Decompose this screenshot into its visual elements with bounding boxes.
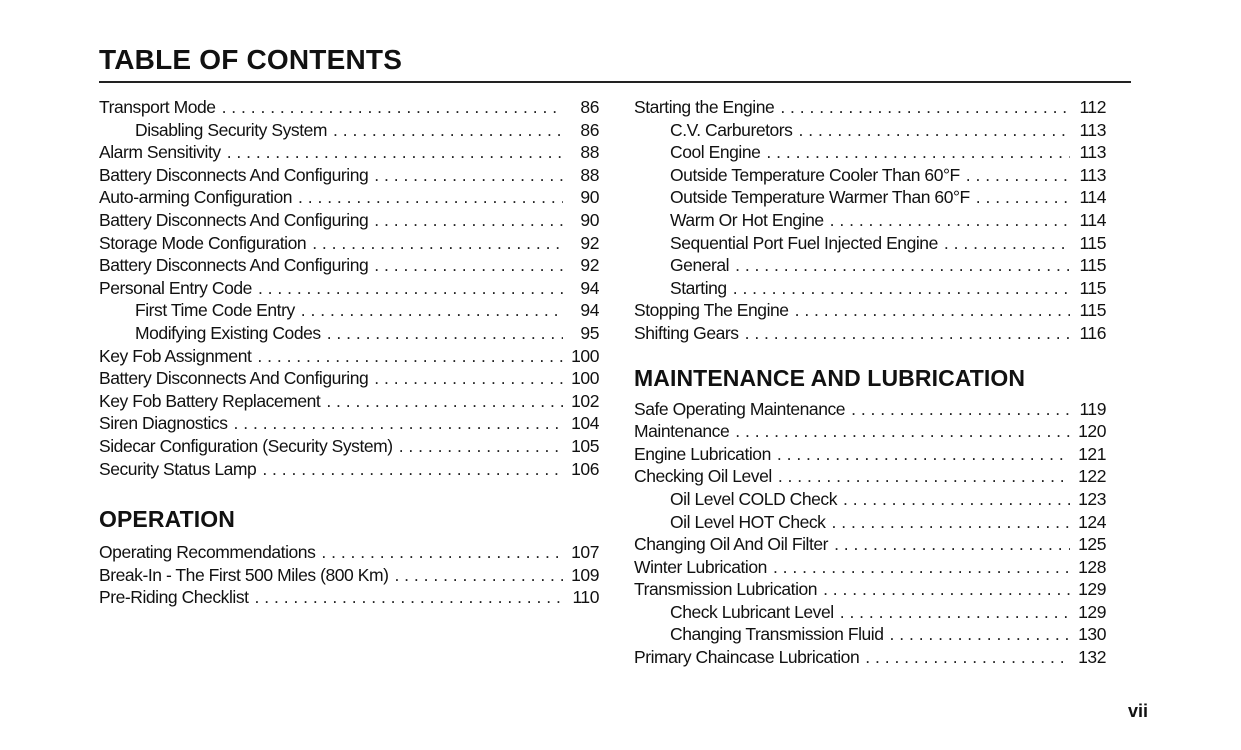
dot-leader bbox=[834, 533, 1070, 556]
dot-leader bbox=[257, 345, 563, 368]
title-rule bbox=[99, 81, 1131, 83]
toc-entry-page: 105 bbox=[571, 435, 599, 456]
toc-entry-page: 120 bbox=[1078, 421, 1106, 442]
toc-entry-label: Pre-Riding Checklist bbox=[99, 587, 249, 608]
toc-entry-label: Battery Disconnects And Configuring bbox=[99, 368, 369, 389]
toc-entry-page: 129 bbox=[1078, 601, 1106, 622]
toc-entry-label: C.V. Carburetors bbox=[670, 119, 793, 140]
toc-entry-page: 102 bbox=[571, 390, 599, 411]
toc-entry-page: 100 bbox=[571, 345, 599, 366]
toc-entry-label: General bbox=[670, 255, 730, 276]
toc-entry[interactable] bbox=[634, 511, 1106, 534]
toc-list-starting bbox=[634, 96, 1106, 345]
toc-entry-page: 130 bbox=[1078, 624, 1106, 645]
dot-leader bbox=[745, 322, 1070, 345]
toc-entry-label: Alarm Sensitivity bbox=[99, 142, 221, 163]
toc-entry-label: Battery Disconnects And Configuring bbox=[99, 164, 369, 185]
toc-entry-label: Sidecar Configuration (Security System) bbox=[99, 435, 393, 456]
dot-leader bbox=[374, 209, 563, 232]
toc-entry[interactable] bbox=[634, 141, 1106, 164]
toc-entry-page: 115 bbox=[1079, 232, 1106, 253]
dot-leader bbox=[733, 277, 1070, 300]
dot-leader bbox=[394, 564, 563, 587]
toc-entry-page: 88 bbox=[580, 142, 599, 163]
toc-entry[interactable] bbox=[634, 601, 1106, 624]
toc-entry-label: Check Lubricant Level bbox=[670, 601, 834, 622]
toc-entry[interactable] bbox=[634, 96, 1106, 119]
toc-entry[interactable] bbox=[634, 299, 1106, 322]
dot-leader bbox=[735, 254, 1070, 277]
dot-leader bbox=[823, 578, 1070, 601]
toc-entry-label: Battery Disconnects And Configuring bbox=[99, 255, 369, 276]
toc-entry-label: Personal Entry Code bbox=[99, 277, 252, 298]
toc-entry-page: 94 bbox=[580, 277, 599, 298]
toc-entry-label: Winter Lubrication bbox=[634, 556, 767, 577]
dot-leader bbox=[832, 511, 1071, 534]
dot-leader bbox=[234, 412, 563, 435]
dot-leader bbox=[399, 435, 563, 458]
toc-entry-page: 132 bbox=[1078, 647, 1106, 668]
toc-entry[interactable] bbox=[99, 299, 599, 322]
toc-entry-label: Maintenance bbox=[634, 421, 730, 442]
toc-entry-label: Checking Oil Level bbox=[634, 466, 772, 487]
dot-leader bbox=[321, 541, 563, 564]
toc-entry[interactable] bbox=[634, 164, 1106, 187]
toc-entry[interactable] bbox=[99, 390, 599, 413]
dot-leader bbox=[843, 488, 1070, 511]
toc-entry-page: 88 bbox=[580, 164, 599, 185]
toc-entry[interactable] bbox=[634, 578, 1106, 601]
toc-entry-page: 121 bbox=[1078, 443, 1106, 464]
page-number: vii bbox=[1127, 701, 1148, 721]
dot-leader bbox=[865, 646, 1070, 669]
toc-entry-label: Modifying Existing Codes bbox=[135, 322, 321, 343]
toc-entry-label: Key Fob Assignment bbox=[99, 345, 252, 366]
dot-leader bbox=[795, 299, 1070, 322]
dot-leader bbox=[773, 556, 1070, 579]
toc-entry[interactable] bbox=[634, 465, 1106, 488]
dot-leader bbox=[976, 186, 1070, 209]
toc-entry[interactable] bbox=[634, 209, 1106, 232]
toc-entry-label: Changing Oil And Oil Filter bbox=[634, 534, 829, 555]
toc-entry-label: Storage Mode Configuration bbox=[99, 232, 307, 253]
toc-entry-label: Warm Or Hot Engine bbox=[670, 209, 824, 230]
toc-entry-label: Transmission Lubrication bbox=[634, 579, 818, 600]
dot-leader bbox=[851, 398, 1070, 421]
toc-entry-label: Sequential Port Fuel Injected Engine bbox=[670, 232, 938, 253]
toc-entry-page: 86 bbox=[580, 97, 599, 117]
page-title: TABLE OF CONTENTS bbox=[99, 44, 403, 75]
toc-entry-label: Starting the Engine bbox=[634, 97, 775, 117]
toc-list-maintenance bbox=[634, 398, 1106, 669]
toc-entry-page: 115 bbox=[1079, 255, 1106, 276]
dot-leader bbox=[227, 141, 563, 164]
toc-entry[interactable] bbox=[99, 164, 599, 187]
toc-left-column bbox=[99, 96, 599, 609]
toc-entry[interactable] bbox=[99, 435, 599, 458]
toc-entry[interactable] bbox=[99, 564, 599, 587]
toc-entry-page: 109 bbox=[571, 564, 599, 585]
toc-entry-page: 129 bbox=[1078, 579, 1106, 600]
dot-leader bbox=[780, 96, 1070, 119]
toc-entry-label: Engine Lubrication bbox=[634, 443, 771, 464]
toc-entry[interactable] bbox=[99, 96, 599, 119]
dot-leader bbox=[890, 623, 1070, 646]
toc-entry-label: Changing Transmission Fluid bbox=[670, 624, 884, 645]
toc-entry-label: Cool Engine bbox=[670, 142, 761, 163]
toc-entry-page: 92 bbox=[580, 232, 599, 253]
toc-entry-label: Security Status Lamp bbox=[99, 458, 257, 479]
toc-entry[interactable] bbox=[99, 141, 599, 164]
toc-entry[interactable] bbox=[99, 412, 599, 435]
toc-entry[interactable] bbox=[634, 119, 1106, 142]
toc-entry-page: 123 bbox=[1078, 488, 1106, 509]
toc-entry[interactable] bbox=[99, 586, 599, 609]
dot-leader bbox=[262, 458, 563, 481]
toc-entry-label: Outside Temperature Warmer Than 60°F bbox=[670, 187, 970, 208]
toc-entry-label: Primary Chaincase Lubrication bbox=[634, 647, 860, 668]
section-heading-maintenance: MAINTENANCE AND LUBRICATION bbox=[634, 364, 1026, 391]
toc-entry[interactable] bbox=[99, 254, 599, 277]
toc-entry-page: 110 bbox=[572, 587, 599, 608]
toc-entry-label: Safe Operating Maintenance bbox=[634, 398, 846, 419]
toc-entry[interactable] bbox=[634, 443, 1106, 466]
toc-entry[interactable] bbox=[634, 533, 1106, 556]
toc-entry-page: 95 bbox=[580, 322, 599, 343]
dot-leader bbox=[777, 443, 1070, 466]
dot-leader bbox=[298, 186, 563, 209]
toc-entry-page: 115 bbox=[1079, 300, 1106, 321]
toc-entry-page: 112 bbox=[1079, 97, 1106, 117]
toc-entry-page: 107 bbox=[571, 542, 599, 563]
toc-entry[interactable] bbox=[634, 254, 1106, 277]
toc-entry[interactable] bbox=[634, 623, 1106, 646]
toc-entry-label: Stopping The Engine bbox=[634, 300, 789, 321]
toc-entry-page: 122 bbox=[1078, 466, 1106, 487]
dot-leader bbox=[326, 390, 563, 413]
dot-leader bbox=[327, 322, 563, 345]
toc-entry[interactable] bbox=[99, 232, 599, 255]
toc-entry[interactable] bbox=[99, 345, 599, 368]
toc-entry[interactable] bbox=[99, 186, 599, 209]
toc-entry[interactable] bbox=[634, 488, 1106, 511]
toc-entry-page: 128 bbox=[1078, 556, 1106, 577]
toc-entry[interactable] bbox=[634, 277, 1106, 300]
toc-entry-page: 106 bbox=[571, 458, 599, 479]
toc-entry-label: Siren Diagnostics bbox=[99, 413, 228, 434]
toc-entry-page: 94 bbox=[580, 300, 599, 321]
toc-entry-page: 86 bbox=[580, 119, 599, 140]
toc-entry-page: 114 bbox=[1079, 209, 1106, 230]
toc-entry-label: Oil Level HOT Check bbox=[670, 511, 826, 532]
toc-entry-label: Key Fob Battery Replacement bbox=[99, 390, 321, 411]
toc-entry-label: Operating Recommendations bbox=[99, 542, 316, 563]
toc-right-column bbox=[634, 96, 1106, 669]
toc-entry[interactable] bbox=[99, 322, 599, 345]
toc-entry-page: 90 bbox=[580, 209, 599, 230]
toc-entry-page: 113 bbox=[1079, 119, 1106, 140]
toc-entry[interactable] bbox=[99, 277, 599, 300]
toc-entry[interactable] bbox=[99, 119, 599, 142]
toc-entry-label: Starting bbox=[670, 277, 727, 298]
toc-entry-page: 100 bbox=[571, 368, 599, 389]
toc-entry[interactable] bbox=[634, 186, 1106, 209]
toc-entry-page: 115 bbox=[1079, 277, 1106, 298]
toc-entry-label: Battery Disconnects And Configuring bbox=[99, 209, 369, 230]
toc-list-security bbox=[99, 96, 599, 480]
toc-entry[interactable] bbox=[99, 367, 599, 390]
section-heading-operation: OPERATION bbox=[99, 506, 235, 533]
toc-entry-label: Break-In - The First 500 Miles (800 Km) bbox=[99, 564, 389, 585]
toc-entry[interactable] bbox=[99, 209, 599, 232]
toc-entry-page: 119 bbox=[1079, 398, 1106, 419]
toc-entry-page: 124 bbox=[1078, 511, 1106, 532]
toc-entry[interactable] bbox=[99, 541, 599, 564]
dot-leader bbox=[944, 232, 1070, 255]
dot-leader bbox=[799, 119, 1071, 142]
toc-entry[interactable] bbox=[634, 556, 1106, 579]
dot-leader bbox=[966, 164, 1070, 187]
toc-entry-page: 114 bbox=[1079, 187, 1106, 208]
toc-entry[interactable] bbox=[634, 232, 1106, 255]
toc-entry-page: 113 bbox=[1079, 142, 1106, 163]
dot-leader bbox=[312, 232, 563, 255]
toc-entry-page: 125 bbox=[1078, 534, 1106, 555]
toc-entry-page: 90 bbox=[580, 187, 599, 208]
dot-leader bbox=[374, 164, 563, 187]
toc-entry-label: Auto-arming Configuration bbox=[99, 187, 293, 208]
toc-entry-page: 104 bbox=[571, 413, 599, 434]
toc-entry-label: Transport Mode bbox=[99, 97, 216, 117]
toc-entry-page: 116 bbox=[1079, 322, 1106, 343]
dot-leader bbox=[258, 277, 563, 300]
dot-leader bbox=[222, 96, 563, 119]
toc-entry-page: 113 bbox=[1079, 164, 1106, 185]
toc-entry-label: First Time Code Entry bbox=[135, 300, 295, 321]
toc-entry[interactable] bbox=[634, 398, 1106, 421]
toc-entry[interactable] bbox=[634, 646, 1106, 669]
dot-leader bbox=[766, 141, 1070, 164]
dot-leader bbox=[333, 119, 563, 142]
dot-leader bbox=[301, 299, 563, 322]
toc-entry[interactable] bbox=[634, 322, 1106, 345]
toc-list-operation bbox=[99, 541, 599, 609]
dot-leader bbox=[830, 209, 1070, 232]
dot-leader bbox=[778, 465, 1070, 488]
toc-entry-label: Disabling Security System bbox=[135, 119, 328, 140]
toc-entry-label: Outside Temperature Cooler Than 60°F bbox=[670, 164, 960, 185]
toc-entry[interactable] bbox=[634, 420, 1106, 443]
dot-leader bbox=[374, 254, 563, 277]
dot-leader bbox=[840, 601, 1070, 624]
toc-entry-page: 92 bbox=[580, 255, 599, 276]
toc-entry-label: Oil Level COLD Check bbox=[670, 488, 838, 509]
toc-entry-label: Shifting Gears bbox=[634, 322, 739, 343]
dot-leader bbox=[255, 586, 563, 609]
dot-leader bbox=[735, 420, 1070, 443]
dot-leader bbox=[374, 367, 563, 390]
toc-entry[interactable] bbox=[99, 458, 599, 481]
